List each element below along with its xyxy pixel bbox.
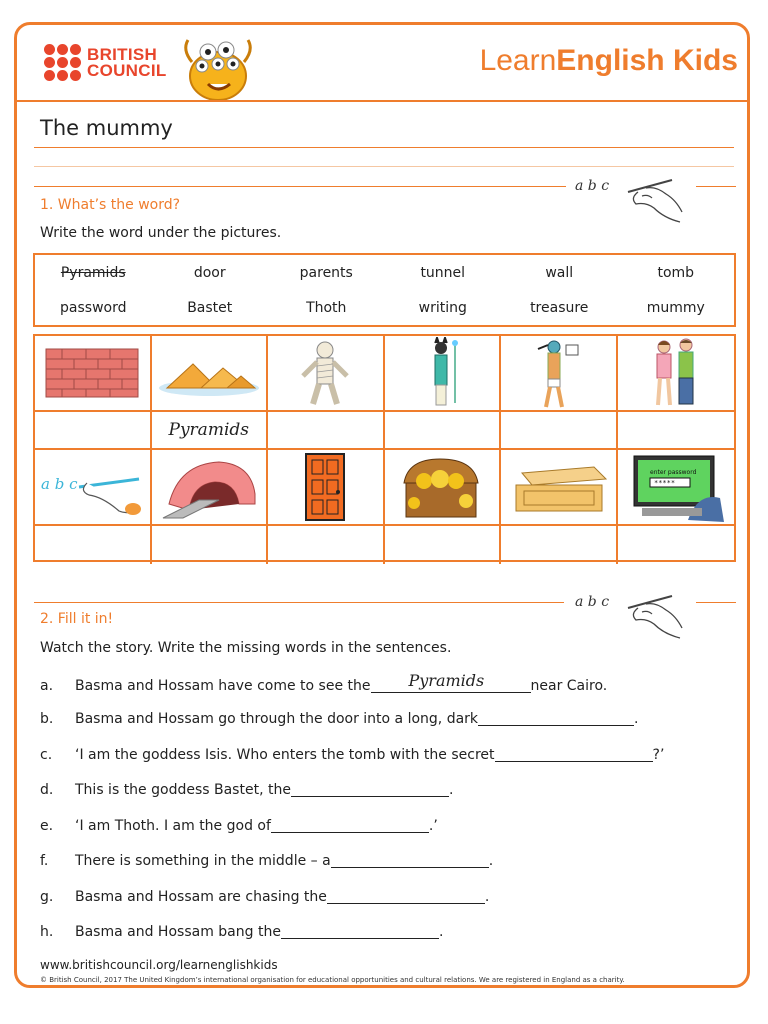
password-computer-icon xyxy=(628,452,724,522)
british-council-dots-icon xyxy=(44,44,81,81)
word-bank-item: wall xyxy=(545,264,574,281)
section2-instruction: Watch the story. Write the missing words in the sentences. xyxy=(40,640,452,656)
picture-mummy xyxy=(268,336,385,412)
svg-text:*****: ***** xyxy=(653,479,675,487)
word-bank-item: mummy xyxy=(646,299,705,316)
section2-rule-right xyxy=(696,602,736,603)
answer-blank[interactable] xyxy=(327,889,485,904)
svg-text:enter password: enter password xyxy=(649,469,697,476)
answer-blank[interactable] xyxy=(281,924,439,939)
word-bank-item: door xyxy=(193,264,226,281)
mummy-icon xyxy=(295,338,355,408)
wall-icon xyxy=(42,345,142,401)
answer-cell[interactable]: Pyramids xyxy=(152,412,269,450)
british-council-wordmark: BRITISH COUNCIL xyxy=(87,44,167,80)
sentence-d: d. This is the goddess Bastet, the . xyxy=(40,782,454,798)
picture-door xyxy=(268,450,385,526)
sentence-h: h. Basma and Hossam bang the . xyxy=(40,924,444,940)
british-council-logo xyxy=(44,44,167,81)
section2-heading: 2. Fill it in! xyxy=(40,611,114,627)
section1-rule-left xyxy=(34,186,566,187)
answer-cell[interactable] xyxy=(501,412,618,450)
picture-writing xyxy=(35,450,152,526)
learnenglish-kids-logo: LearnEnglish Kids xyxy=(479,44,738,77)
writing-hand-icon xyxy=(620,588,690,644)
picture-thoth xyxy=(501,336,618,412)
picture-tunnel xyxy=(152,450,269,526)
door-icon xyxy=(302,452,348,522)
answer-blank[interactable] xyxy=(291,782,449,797)
word-bank-item: writing xyxy=(418,299,467,316)
section1-abc: a b c xyxy=(575,178,610,194)
answer-cell[interactable] xyxy=(618,526,735,564)
tunnel-icon xyxy=(159,454,259,520)
section2-abc: a b c xyxy=(575,594,610,610)
thoth-icon xyxy=(528,337,588,409)
word-bank-item: Bastet xyxy=(187,299,233,316)
bastet-icon xyxy=(417,337,467,409)
answer-cell[interactable] xyxy=(385,526,502,564)
answer-cell[interactable] xyxy=(385,412,502,450)
footer-copyright: © British Council, 2017 The United Kingdom’s international organisation for educational opportunities and cultural relations. We are registered in England as a charity. xyxy=(40,976,625,984)
word-bank-item: parents xyxy=(299,264,353,281)
answer-blank[interactable] xyxy=(271,818,429,833)
word-bank-item: Thoth xyxy=(306,299,347,316)
monster-mascot-icon xyxy=(178,32,258,104)
word-bank-item: password xyxy=(60,299,127,316)
word-bank-item: Pyramids xyxy=(60,264,126,281)
word-bank xyxy=(33,253,736,327)
parents-icon xyxy=(644,337,708,409)
picture-password xyxy=(618,450,735,526)
writing-hand-icon xyxy=(620,172,690,228)
picture-treasure xyxy=(385,450,502,526)
page-title: The mummy xyxy=(40,116,173,140)
section1-rule-right xyxy=(696,186,736,187)
header-divider xyxy=(17,100,747,102)
sentence-f: f. There is something in the middle – a . xyxy=(40,853,494,869)
tomb-icon xyxy=(506,459,610,515)
answer-cell[interactable] xyxy=(501,526,618,564)
word-bank-item: treasure xyxy=(530,299,589,316)
answer-cell[interactable] xyxy=(152,526,269,564)
picture-tomb xyxy=(501,450,618,526)
answer-cell[interactable] xyxy=(268,412,385,450)
answer-blank[interactable] xyxy=(478,711,634,726)
answer-cell[interactable] xyxy=(35,526,152,564)
writing-hand-picture-icon xyxy=(39,457,145,517)
section1-heading: 1. What’s the word? xyxy=(40,197,181,213)
picture-bastet xyxy=(385,336,502,412)
picture-grid xyxy=(33,334,736,562)
footer-url[interactable]: www.britishcouncil.org/learnenglishkids xyxy=(40,958,278,972)
sentence-b: b. Basma and Hossam go through the door into a long, dark . xyxy=(40,711,639,727)
answer-blank[interactable]: Pyramids xyxy=(371,678,531,693)
section1-instruction: Write the word under the pictures. xyxy=(40,225,282,241)
word-bank-item: tomb xyxy=(657,264,695,281)
treasure-icon xyxy=(394,453,490,521)
answer-cell[interactable] xyxy=(35,412,152,450)
answer-cell[interactable] xyxy=(618,412,735,450)
sentence-e: e. ‘I am Thoth. I am the god of .’ xyxy=(40,818,438,834)
answer-cell[interactable] xyxy=(268,526,385,564)
picture-pyramids xyxy=(152,336,269,412)
title-light-rule xyxy=(34,166,734,167)
pyramids-icon xyxy=(157,348,261,398)
answer-blank[interactable] xyxy=(331,853,489,868)
picture-wall xyxy=(35,336,152,412)
sentence-g: g. Basma and Hossam are chasing the . xyxy=(40,889,490,905)
title-underline xyxy=(34,147,734,148)
sentence-c: c. ‘I am the goddess Isis. Who enters the tomb with the secret ?’ xyxy=(40,747,665,763)
picture-parents xyxy=(618,336,735,412)
word-bank-item: tunnel xyxy=(420,264,466,281)
svg-text:a b c: a b c xyxy=(41,475,78,493)
sentence-a: a. Basma and Hossam have come to see the Pyramids near Cairo. xyxy=(40,671,608,694)
section2-rule-left xyxy=(34,602,564,603)
answer-blank[interactable] xyxy=(495,747,653,762)
